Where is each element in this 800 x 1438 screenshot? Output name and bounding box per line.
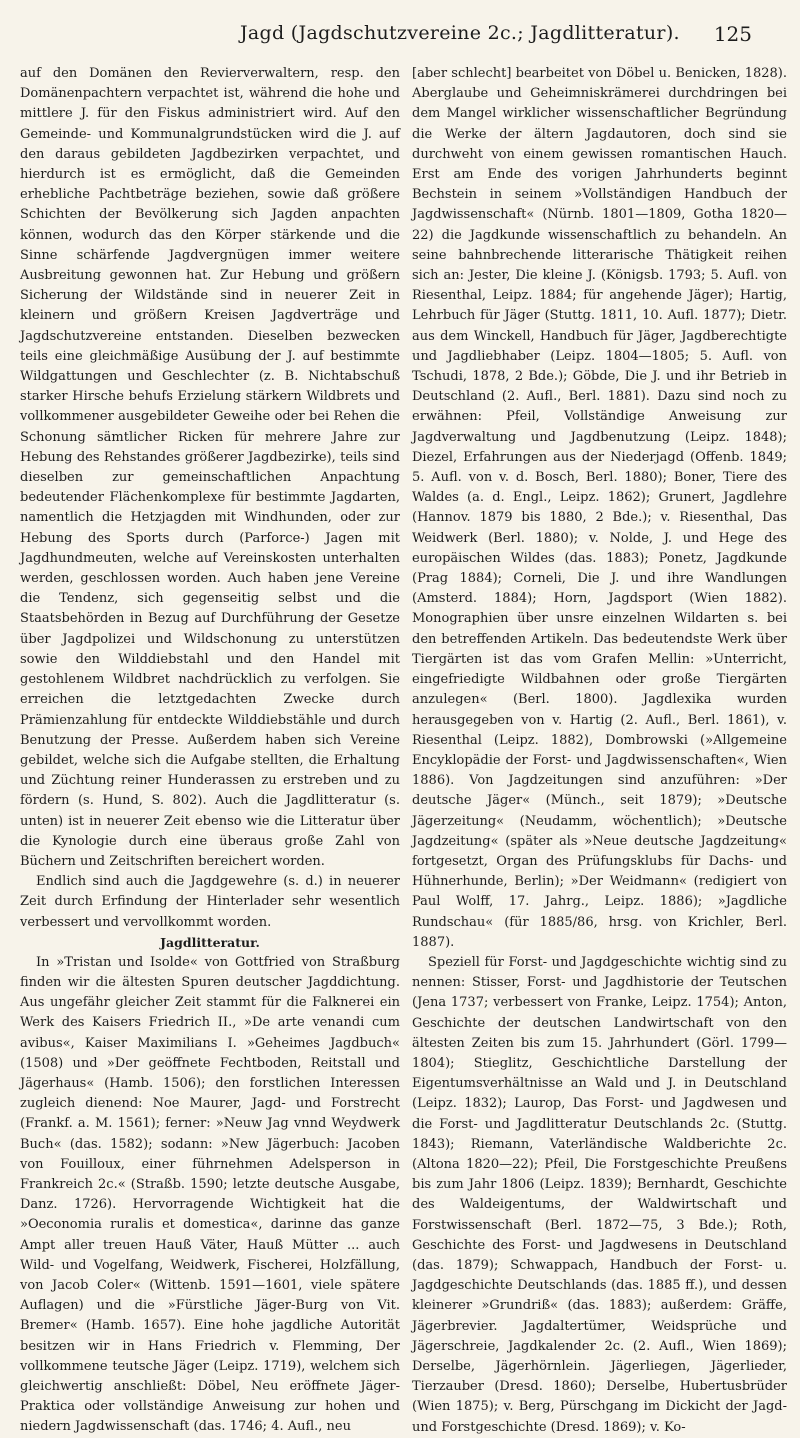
right-column xyxy=(412,64,787,1435)
page-number: 125 xyxy=(713,22,752,46)
paragraph: [aber schlecht] bearbeitet von Döbel u. Benicken, 1828). Aberglaube und Geheimniskrämerei durchdringen bei dem Mangel wirklicher wissenschaftlicher Begründung die Werke der ältern Jagdautoren, doch sind sie durchweht von einem gewissen romantischen Hauch. Erst am Ende des vorigen Jahrhunderts beginnt Bechstein in seinem »Vollständigen Handbuch der Jagdwissenschaft« (Nürnb. 1801—1809, Gotha 1820—22) die Jagdkunde wissenschaftlich zu behandeln. An seine bahnbrechende litterarische Thätigkeit reihen sich an: Jester, Die kleine J. (Königsb. 1793; 5. Aufl. von Riesenthal, Leipz. 1884; für angehende Jäger); Hartig, Lehrbuch für Jäger (Stuttg. 1811, 10. Aufl. 1877); Dietr. aus dem Winckell, Handbuch für Jäger, Jagdberechtigte und Jagdliebhaber (Leipz. 1804—1805; 5. Aufl. von Tschudi, 1878, 2 Bde.); Göbde, Die J. und ihr Betrieb in Deutschland (2. Aufl., Berl. 1881). Dazu sind noch zu erwähnen: Pfeil, Vollständige Anweisung zur Jagdverwaltung und Jagdbenutzung (Leipz. 1848); Diezel, Erfahrungen aus der Niederjagd (Offenb. 1849; 5. Aufl. von v. d. Bosch, Berl. 1880); Boner, Tiere des Waldes (a. d. Engl., Leipz. 1862); Grunert, Jagdlehre (Hannov. 1879 bis 1880, 2 Bde.); v. Riesenthal, Das Weidwerk (Berl. 1880); v. Nolde, J. und Hege des europäischen Wildes (das. 1883); Ponetz, Jagdkunde (Prag 1884); Corneli, Die J. und ihre Wandlungen (Amsterd. 1884); Horn, Jagdsport (Wien 1882). Monographien über unsre einzelnen Wildarten s. bei den betreffenden Artikeln. Das bedeutendste Werk über Tiergärten ist das vom Grafen Mellin: »Unterricht, eingefriedigte Wildbahnen oder große Tiergärten anzulegen« (Berl. 1800). Jagdlexika wurden herausgegeben von v. Hartig (2. Aufl., Berl. 1861), v. Riesenthal (Leipz. 1882), Dombrowski (»Allgemeine Encyklopädie der Forst- und Jagdwissenschaften«, Wien 1886). Von Jagdzeitungen sind anzuführen: »Der deutsche Jäger« (Münch., seit 1879); »Deutsche Jägerzeitung« (Neudamm, wöchentlich); »Deutsche Jagdzeitung« (später als »Neue deutsche Jagdzeitung« fortgesetzt, Organ des Prüfungsklubs für Dachs- und Hühnerhunde, Berlin); »Der Weidmann« (redigiert von Paul Wolff, 17. Jahrg., Leipz. 1886); »Jagdliche Rundschau« (für 1885/86, hrsg. von Krichler, Berl. 1887). xyxy=(412,66,787,950)
paragraph: auf den Domänen den Revierverwaltern, resp. den Domänenpachtern verpachtet ist, während die hohe und mittlere J. für den Fiskus administriert wird. Auf den Gemeinde- und Kommunalgrundstücken wird die J. auf den daraus gebildeten Jagdbezirken verpachtet, und hierdurch ist es ermöglicht, daß die Gemeinden erhebliche Pachtbeträge beziehen, sowie daß größere Schichten der Bevölkerung sich Jagden anpachten können, wodurch das den Körper stärkende und die Sinne schärfende Jagdvergnügen immer weitere Ausbreitung gewonnen hat. Zur Hebung und größern Sicherung der Wildstände sind in neuerer Zeit in kleinern und größern Kreisen Jagdverträge und Jagdschutzvereine entstanden. Dieselben bezwecken teils eine gleichmäßige Ausübung der J. auf bestimmte Wildgattungen und Geschlechter (z. B. Nichtabschuß starker Hirsche behufs Erzielung stärkern Wildbrets und vollkommener ausgebildeter Geweihe oder bei Rehen die Schonung sämtlicher Ricken für mehrere Jahre zur Hebung des Rehstandes größerer Jagdbezirke), teils sind dieselben zur gemeinschaftlichen Anpachtung bedeutender Flächenkomplexe für bestimmte Jagdarten, namentlich die Hetzjagden mit Windhunden, oder zur Hebung des Sports durch (Parforce-) Jagen mit Jagdhundmeuten, welche auf Vereinskosten unterhalten werden, geschlossen worden. Auch haben jene Vereine die Tendenz, sich gegenseitig selbst und die Staatsbehörden in Bezug auf Durchführung der Gesetze über Jagdpolizei und Wildschonung zu unterstützen sowie den Wilddiebstahl und den Handel mit gestohlenem Wildbret nachdrücklich zu verfolgen. Sie erreichen die letztgedachten Zwecke durch Prämienzahlung für entdeckte Wilddiebstähle und durch Benutzung der Presse. Außerdem haben sich Vereine gebildet, welche sich die Aufgabe stellten, die Erhaltung und Züchtung reiner Hunderassen zu erstreben und zu fördern (s. Hund, S. 802). Auch die Jagdlitteratur (s. unten) ist in neuerer Zeit ebenso wie die Litteratur über die Kynologie durch eine überaus große Zahl von Büchern und Zeitschriften bereichert worden. xyxy=(20,66,400,869)
left-column xyxy=(20,64,400,1435)
paragraph: Speziell für Forst- und Jagdgeschichte wichtig sind zu nennen: Stisser, Forst- und Jagdhistorie der Teutschen (Jena 1737; verbessert von Franke, Leipz. 1754); Anton, Geschichte der deutschen Landwirtschaft von den ältesten Zeiten bis zum 15. Jahrhundert (Görl. 1799—1804); Stieglitz, Geschichtliche Darstellung der Eigentumsverhältnisse an Wald und J. in Deutschland (Leipz. 1832); Laurop, Das Forst- und Jagdwesen und die Forst- und Jagdlitteratur Deutschlands 2c. (Stuttg. 1843); Riemann, Vaterländische Waldberichte 2c. (Altona 1820—22); Pfeil, Die Forstgeschichte Preußens bis zum Jahr 1806 (Leipz. 1839); Bernhardt, Geschichte des Waldeigentums, der Waldwirtschaft und Forstwissenschaft (Berl. 1872—75, 3 Bde.); Roth, Geschichte des Forst- und Jagdwesens in Deutschland (das. 1879); Schwappach, Handbuch der Forst- u. Jagdgeschichte Deutschlands (das. 1885 ff.), und dessen kleinerer »Grundriß« (das. 1883); außerdem: Gräffe, Jägerbrevier. Jagdaltertümer, Weidsprüche und Jägerschreie, Jagdkalender 2c. (2. Aufl., Wien 1869); Derselbe, Jägerhörnlein. Jägerliegen, Jägerlieder, Tierzauber (Dresd. 1860); Derselbe, Hubertusbrüder (Wien 1875); v. Berg, Pürschgang im Dickicht der Jagd- und Forstgeschichte (Dresd. 1869); v. Ko- xyxy=(412,954,787,1435)
page-header xyxy=(240,22,752,52)
paragraph: In »Tristan und Isolde« von Gottfried von Straßburg finden wir die ältesten Spuren deutscher Jagddichtung. Aus ungefähr gleicher Zeit stammt für die Falknerei ein Werk des Kaisers Friedrich II., »De arte venandi cum avibus«, Kaiser Maximilians I. »Geheimes Jagdbuch« (1508) und »Der geöffnete Fechtboden, Reitstall und Jägerhaus« (Hamb. 1506); den forstlichen Interessen zugleich dienend: Noe Maurer, Jagd- und Forstrecht (Frankf. a. M. 1561); ferner: »Neuw Jag vnnd Weydwerk Buch« (das. 1582); sodann: »New Jägerbuch: Jacoben von Fouilloux, einer führnehmen Adelsperson in Frankreich 2c.« (Straßb. 1590; letzte deutsche Ausgabe, Danz. 1726). Hervorragende Wichtigkeit hat die »Oeconomia ruralis et domestica«, darinne das ganze Ampt aller treuen Hauß Väter, Hauß Mütter ... auch Wild- und Vogelfang, Weidwerk, Fischerei, Holzfällung, von Jacob Coler« (Wittenb. 1591—1601, viele spätere Auflagen) und die »Fürstliche Jäger-Burg von Vit. Bremer« (Hamb. 1657). Eine hohe jagdliche Autorität besitzen wir in Hans Friedrich v. Flemming, Der vollkommene teutsche Jäger (Leipz. 1719), welchem sich gleichwertig anschließt: Döbel, Neu eröffnete Jäger-Praktica oder vollständige Anweisung zur hohen und niedern Jagdwissenschaft (das. 1746; 4. Aufl., neu xyxy=(20,954,400,1435)
running-title: Jagd (Jagdschutzvereine 2c.; Jagdlitteratur). xyxy=(240,22,680,44)
section-heading: Jagdlitteratur. xyxy=(160,934,260,950)
paragraph: Endlich sind auch die Jagdgewehre (s. d.) in neuerer Zeit durch Erfindung der Hinterlader sehr wesentlich verbessert und vervollkommt worden. xyxy=(20,874,400,930)
